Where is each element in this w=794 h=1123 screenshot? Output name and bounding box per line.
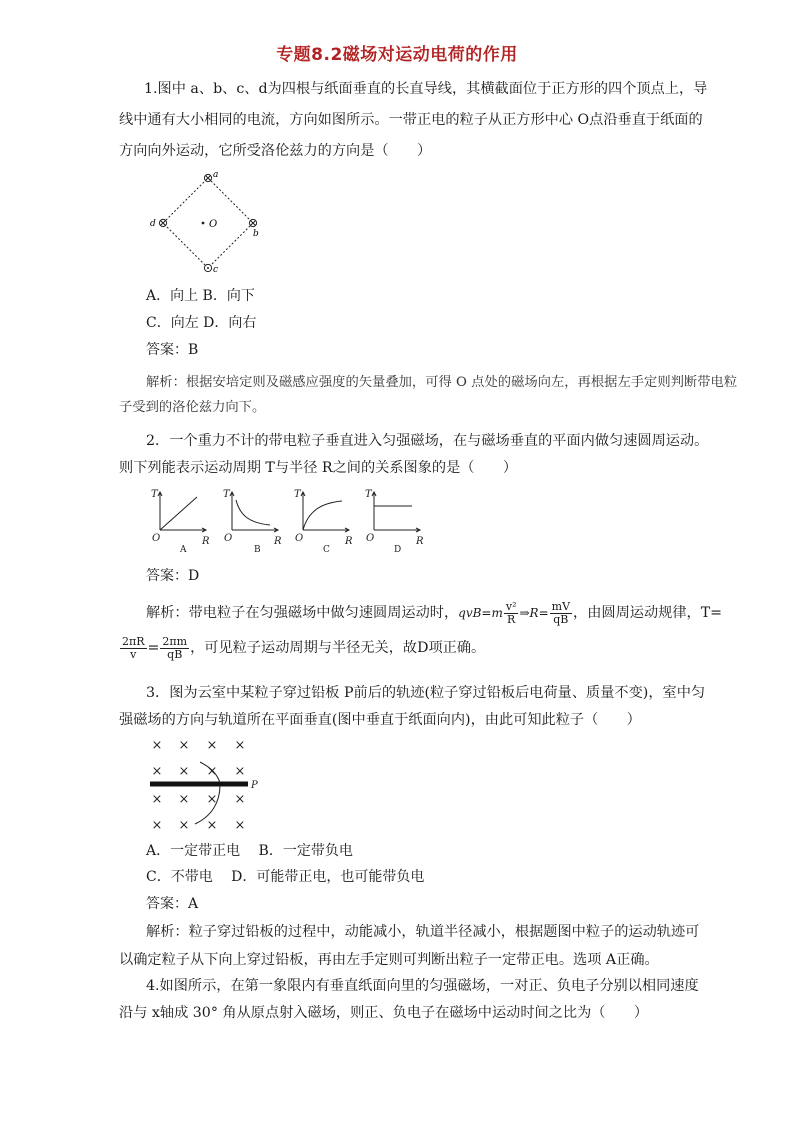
page-title: 专题8.2磁场对运动电荷的作用 [276, 45, 518, 65]
field-cross-icon: × [151, 738, 163, 753]
q2-eq2-fraction [120, 636, 147, 661]
q3-analysis-line2: 以确定粒子从下向上穿过铅板，再由左手定则可判断出粒子一定带正电。选项 A正确。 [119, 952, 659, 968]
q1-options-line2: C．向左 D．向右 [146, 315, 257, 331]
q4-text-line1: 4.如图所示，在第一象限内有垂直纸面向里的匀强磁场，一对正、负电子分别以相同速度 [146, 978, 699, 994]
graph-a-letter: A [180, 545, 187, 555]
graph-a-linear-curve [160, 497, 197, 530]
field-cross-icon: × [178, 764, 190, 779]
q3-options-line1: A．一定带正电 B．一定带负电 [146, 843, 353, 859]
q2-analysis-mid: ，由圆周运动规律，T= [573, 605, 723, 621]
q2-eq2-equals: = [147, 640, 160, 656]
q4-text-line2: 沿与 x轴成 30° 角从原点射入磁场，则正、负电子在磁场中运动时间之比为（ ） [119, 1005, 649, 1021]
graph-d-xlabel: R [416, 536, 424, 547]
graph-a-origin: O [152, 533, 161, 544]
q1-text-line3: 方向向外运动，它所受洛伦兹力的方向是（ ） [119, 143, 432, 159]
lead-plate-label: P [251, 780, 258, 791]
wire-a-into-page-icon [204, 174, 211, 181]
q3-options-line2: C．不带电 D．可能带正电，也可能带负电 [146, 869, 425, 885]
q1-analysis-line2: 子受到的洛伦兹力向下。 [119, 400, 266, 415]
q2-answer: 答案：D [146, 568, 200, 584]
field-cross-icon: × [178, 792, 190, 807]
graph-a-ylabel: T [151, 489, 158, 500]
label-a: a [213, 170, 219, 180]
q2-text-line1: 2．一个重力不计的带电粒子垂直进入匀强磁场，在与磁场垂直的平面内做匀速圆周运动。 [146, 433, 709, 449]
q2-eq2-num: 2πR [122, 634, 145, 648]
q2-eq1-lhs: qvB=m [458, 606, 503, 620]
q3-text-line2: 强磁场的方向与轨道所在平面垂直(图中垂直于纸面向内)，由此可知此粒子（ ） [119, 712, 641, 728]
wire-b-into-page-icon [249, 219, 256, 226]
q2-eq1-fraction [504, 601, 519, 626]
field-cross-icon: × [178, 738, 190, 753]
lead-plate [150, 782, 248, 787]
q2-eq1-num2: mV [551, 599, 571, 613]
q1-options-line1: A．向上 B．向下 [146, 288, 255, 304]
q2-analysis-end: ，可见粒子运动周期与半径无关，故D项正确。 [190, 640, 486, 656]
q2-analysis-line2 [119, 633, 485, 663]
graph-d-letter: D [394, 545, 402, 555]
field-cross-icon: × [206, 792, 218, 807]
field-cross-icon: × [178, 818, 190, 833]
q3-analysis-line1: 解析：粒子穿过铅板的过程中，动能减小，轨道半径减小，根据题图中粒子的运动轨迹可 [146, 924, 700, 940]
q2-graphs-figure [140, 486, 440, 558]
field-cross-icon: × [234, 738, 246, 753]
q1-square-figure [140, 166, 280, 278]
label-d: d [150, 219, 156, 229]
field-cross-icon: × [151, 792, 163, 807]
label-c: c [213, 265, 219, 275]
q2-text-line2: 则下列能表示运动周期 T与半径 R之间的关系图象的是（ ） [119, 460, 518, 476]
graph-d-origin: O [366, 533, 375, 544]
q2-eq1-den2: qB [553, 612, 569, 626]
field-cross-icon: × [234, 818, 246, 833]
graph-a-xlabel: R [202, 536, 210, 547]
q2-eq1-arrow: ⇒R= [519, 606, 549, 620]
graph-b-letter: B [254, 545, 261, 555]
field-cross-icon: × [234, 792, 246, 807]
q1-analysis-line1: 解析：根据安培定则及磁感应强度的矢量叠加，可得 O 点处的磁场向左，再根据左手定则判断带电粒 [146, 375, 738, 390]
wire-c-out-of-page-icon [204, 264, 211, 271]
field-cross-icon: × [151, 764, 163, 779]
field-cross-icon: × [151, 818, 163, 833]
q3-answer: 答案：A [146, 896, 199, 912]
q2-eq2-den2: qB [167, 647, 183, 661]
field-cross-icon: × [234, 764, 246, 779]
q1-text-line1: 1.图中 a、b、c、d为四根与纸面垂直的长直导线，其横截面位于正方形的四个顶点上，导 [144, 81, 708, 97]
q2-eq2-fraction2 [160, 636, 189, 661]
label-b: b [253, 229, 259, 239]
q2-eq2-num2: 2πm [162, 634, 188, 648]
field-cross-icon: × [206, 764, 218, 779]
graph-c-letter: C [323, 545, 330, 555]
graph-c-xlabel: R [345, 536, 353, 547]
field-cross-icon: × [206, 738, 218, 753]
q2-eq1-fraction2 [550, 601, 572, 626]
q3-text-line1: 3．图为云室中某粒子穿过铅板 P前后的轨迹(粒子穿过铅板后电荷量、质量不变)，室中匀 [146, 685, 706, 701]
graph-c-ylabel: T [294, 489, 301, 500]
q2-analysis-line1 [146, 598, 722, 628]
label-o: O [209, 219, 218, 230]
q2-eq1-num: v² [505, 599, 517, 613]
graph-b-ylabel: T [223, 489, 230, 500]
q2-eq1-den: R [507, 612, 516, 626]
graph-b-xlabel: R [274, 536, 282, 547]
field-cross-icon: × [206, 818, 218, 833]
center-point-o [202, 222, 205, 225]
graph-b-origin: O [224, 533, 233, 544]
graph-d-ylabel: T [365, 489, 372, 500]
graph-c-origin: O [295, 533, 304, 544]
q2-eq2-den: v [130, 647, 137, 661]
q3-cloud-chamber-figure [140, 732, 270, 836]
graph-b-inverse-curve [236, 500, 270, 525]
q1-text-line2: 线中通有大小相同的电流，方向如图所示。一带正电的粒子从正方形中心 O点沿垂直于纸面的 [119, 112, 703, 128]
wire-d-into-page-icon [159, 219, 166, 226]
q1-answer: 答案：B [146, 342, 199, 358]
q2-analysis-pre: 解析：带电粒子在匀强磁场中做匀速圆周运动时， [146, 605, 459, 621]
graph-c-saturating-curve [303, 501, 342, 530]
